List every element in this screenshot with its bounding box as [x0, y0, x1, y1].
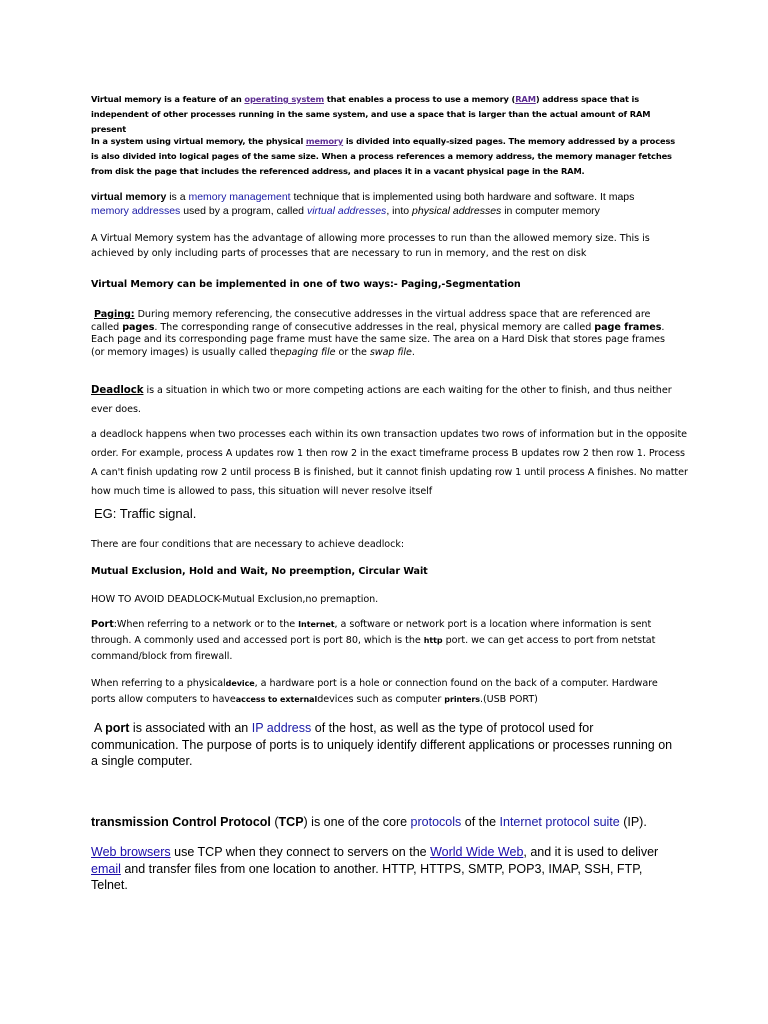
text: technique that is implemented using both hardware and software. It maps	[290, 191, 635, 203]
text: ) address space that is independent of other processes running in the same system, and use a space that is larger than the actual amount of RAM present	[91, 94, 651, 134]
text: EG: Traffic signal.	[94, 506, 197, 521]
paragraph-port-ip	[91, 720, 681, 770]
text: :When referring to a network or to the	[113, 619, 299, 630]
term-device: device	[225, 679, 255, 688]
text: When referring to a physical	[91, 678, 226, 689]
heading-vm-implementation	[91, 277, 691, 292]
link-internet-protocol-suite[interactable]: Internet protocol suite	[499, 815, 620, 829]
text: . Each page and its corresponding page frame must have the same size. The area on a Hard Disk that stores page frames (or memory images) is usually called the	[91, 321, 665, 358]
text: used by a program, called	[180, 205, 307, 217]
text: port. we can get access to port from netstat command/block from firewall.	[91, 635, 656, 662]
paragraph-virtual-memory-definition	[91, 190, 671, 218]
link-protocols[interactable]: protocols	[410, 815, 462, 829]
term-port: Port	[91, 619, 114, 630]
text: A	[94, 721, 106, 735]
link-ip-address[interactable]: IP address	[251, 721, 312, 735]
text: is a situation in which two or more competing actions are each waiting for the other to finish, and thus neither ever does.	[91, 385, 672, 415]
text: During memory referencing, the consecutive addresses in the virtual address space that are referenced are called	[91, 309, 651, 333]
text: of the	[461, 815, 500, 829]
paragraph-paging	[91, 309, 681, 359]
term-http: http	[423, 636, 443, 645]
term-pages: pages	[122, 321, 155, 333]
text: Mutual Exclusion, Hold and Wait, No preemption, Circular Wait	[91, 566, 428, 577]
link-memory[interactable]: memory	[305, 136, 344, 146]
term-port-bold: port	[105, 721, 130, 735]
paragraph-deadlock-example	[91, 425, 691, 501]
text: or the	[335, 346, 370, 358]
text: , and it is used to deliver	[523, 845, 659, 859]
link-world-wide-web[interactable]: World Wide Web	[430, 845, 524, 859]
term-paging-file: paging file	[285, 346, 336, 358]
example-traffic-signal	[94, 506, 684, 522]
text: . The corresponding range of consecutive addresses in the real, physical memory are called	[154, 321, 595, 333]
link-operating-system[interactable]: operating system	[244, 94, 325, 104]
link-email[interactable]: email	[91, 861, 121, 876]
paragraph-port	[91, 617, 681, 665]
text: is divided into equally-sized pages. The memory addressed by a process is also divided into logical pages of the same size. When a process references a memory address, the memory manager fetches from disk the page that includes the referenced address, and places it in a vacant physical page in the RAM.	[91, 136, 676, 176]
text: ) is one of the core	[303, 815, 411, 829]
term-swap-file: swap file	[369, 346, 412, 358]
text: , into	[386, 205, 412, 217]
text: of the host, as well as the type of protocol used for communication. The purpose of ports is to uniquely identify different applications or processes running on a single computer.	[91, 721, 673, 768]
text: .	[411, 346, 415, 358]
term-access-to-external: access to external	[235, 695, 318, 704]
link-ram[interactable]: RAM	[515, 94, 536, 104]
text: (IP).	[619, 815, 647, 829]
text: .(USB PORT)	[479, 694, 538, 705]
text: (	[270, 815, 279, 829]
text: , a hardware port is a hole or connection found on the back of a computer. Hardware ports allow computers to have	[91, 678, 658, 705]
paragraph-physical-memory	[91, 134, 681, 179]
text: , a software or network port is a location where information is sent through. A commonly used and accessed port is port 80, which is the	[91, 619, 652, 646]
link-memory-management[interactable]: memory management	[188, 191, 291, 203]
text: in computer memory	[501, 205, 600, 217]
text: Virtual memory is a feature of an	[91, 94, 245, 104]
text: a deadlock happens when two processes each within its own transaction updates two rows of information but in the opposite order. For example, process A updates row 1 then row 2 in the exact timeframe process B updates row 2 then row 1. Process A can't finish updating row 2 until process B is finished, but it cannot finish updating row 1 until process A finishes. No matter how much time is allowed to pass, this situation will never resolve itself	[91, 429, 688, 497]
paragraph-four-conditions	[91, 537, 681, 552]
list-deadlock-conditions	[91, 564, 681, 579]
term-paging: Paging:	[94, 309, 135, 320]
paragraph-hardware-port	[91, 676, 681, 708]
text: There are four conditions that are necessary to achieve deadlock:	[91, 539, 405, 550]
paragraph-virtual-memory-intro	[91, 92, 681, 137]
term-tcp: TCP	[278, 815, 304, 829]
link-memory-addresses[interactable]: memory addresses	[91, 205, 181, 217]
text: devices such as computer	[317, 694, 445, 705]
term-virtual-memory: virtual memory	[91, 191, 167, 203]
link-web-browsers[interactable]: Web browsers	[91, 845, 171, 859]
text: In a system using virtual memory, the physical	[91, 136, 306, 146]
term-printers: printers	[444, 695, 480, 704]
term-physical-addresses: physical addresses	[412, 205, 502, 217]
text: use TCP when they connect to servers on the	[170, 845, 431, 859]
text: is a	[166, 191, 189, 203]
term-page-frames: page frames	[594, 321, 662, 333]
link-virtual-addresses[interactable]: virtual addresses	[306, 205, 387, 217]
text: and transfer files from one location to another. HTTP, HTTPS, SMTP, POP3, IMAP, SSH, FTP, Telnet.	[91, 861, 643, 892]
term-transmission-control-protocol: transmission Control Protocol	[91, 815, 271, 829]
paragraph-web-browsers	[91, 844, 671, 894]
text: HOW TO AVOID DEADLOCK-Mutual Exclusion,no premaption.	[91, 594, 379, 605]
text: A Virtual Memory system has the advantage of allowing more processes to run than the allowed memory size. This is achieved by only including parts of processes that are necessary to run in memory, and the rest on disk	[91, 233, 650, 259]
paragraph-vm-advantage	[91, 231, 691, 261]
text: Virtual Memory can be implemented in one of two ways:- Paging,-Segmentation	[91, 279, 521, 290]
text: is associated with an	[129, 721, 252, 735]
paragraph-tcp	[91, 814, 691, 831]
term-internet: Internet	[298, 620, 335, 629]
term-deadlock: Deadlock	[91, 385, 144, 396]
paragraph-deadlock-definition	[91, 381, 681, 419]
paragraph-avoid-deadlock	[91, 592, 681, 607]
text: that enables a process to use a memory (	[324, 94, 516, 104]
